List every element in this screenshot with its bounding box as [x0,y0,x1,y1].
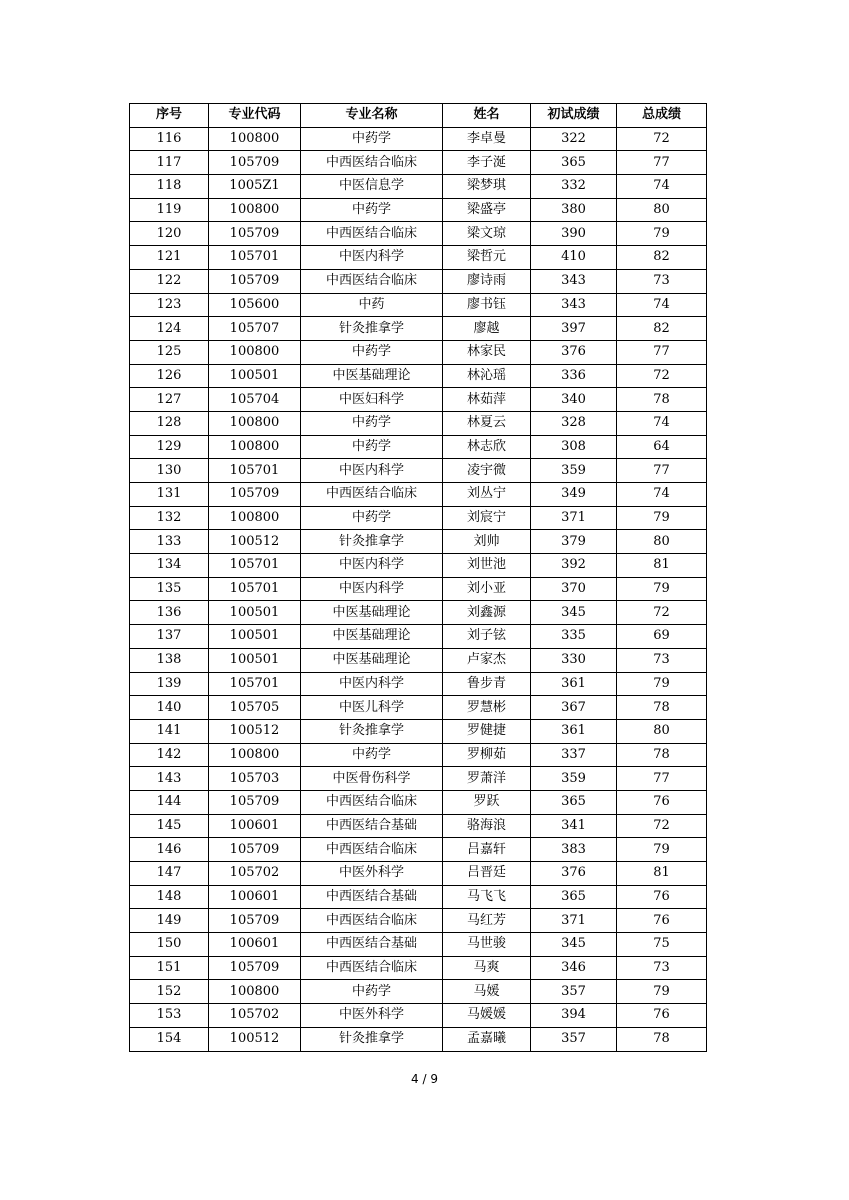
table-row [130,554,707,578]
header-major-code: 专业代码 [209,104,301,128]
cell-major-code: 100800 [209,743,301,767]
cell-index: 119 [130,198,209,222]
cell-initial-score: 371 [531,909,617,933]
cell-initial-score: 346 [531,956,617,980]
table-row [130,933,707,957]
cell-index: 148 [130,885,209,909]
cell-major-name: 中西医结合临床 [301,956,443,980]
cell-major-code: 100501 [209,601,301,625]
table-row [130,909,707,933]
cell-total-score: 81 [617,554,707,578]
cell-student-name: 吕嘉轩 [443,838,531,862]
table-row [130,411,707,435]
cell-index: 133 [130,530,209,554]
cell-initial-score: 365 [531,790,617,814]
cell-major-code: 100501 [209,648,301,672]
cell-index: 121 [130,246,209,270]
cell-total-score: 74 [617,483,707,507]
table-row [130,719,707,743]
cell-index: 130 [130,459,209,483]
header-major-name: 专业名称 [301,104,443,128]
table-row [130,790,707,814]
cell-initial-score: 308 [531,435,617,459]
cell-major-code: 105709 [209,151,301,175]
cell-initial-score: 341 [531,814,617,838]
cell-major-code: 105702 [209,1004,301,1028]
cell-major-code: 105701 [209,554,301,578]
cell-index: 126 [130,364,209,388]
table-row [130,956,707,980]
table-row [130,1004,707,1028]
cell-initial-score: 345 [531,933,617,957]
cell-major-name: 中医基础理论 [301,601,443,625]
cell-total-score: 79 [617,222,707,246]
cell-initial-score: 343 [531,293,617,317]
cell-student-name: 李卓曼 [443,127,531,151]
table-row [130,340,707,364]
cell-index: 118 [130,175,209,199]
cell-major-code: 100800 [209,411,301,435]
cell-initial-score: 380 [531,198,617,222]
cell-total-score: 82 [617,246,707,270]
cell-total-score: 80 [617,530,707,554]
cell-initial-score: 371 [531,506,617,530]
cell-major-name: 中药学 [301,435,443,459]
table-row [130,743,707,767]
page-number: 4 / 9 [411,1072,438,1086]
cell-major-name: 中医外科学 [301,1004,443,1028]
cell-student-name: 罗萧洋 [443,767,531,791]
cell-major-code: 100501 [209,364,301,388]
table-row [130,388,707,412]
header-initial-score: 初试成绩 [531,104,617,128]
cell-total-score: 64 [617,435,707,459]
cell-total-score: 73 [617,648,707,672]
cell-major-code: 105704 [209,388,301,412]
cell-major-name: 针灸推拿学 [301,719,443,743]
cell-index: 129 [130,435,209,459]
cell-index: 154 [130,1027,209,1051]
cell-student-name: 卢家杰 [443,648,531,672]
cell-initial-score: 343 [531,269,617,293]
cell-major-name: 中医基础理论 [301,364,443,388]
cell-index: 147 [130,862,209,886]
cell-index: 134 [130,554,209,578]
cell-initial-score: 392 [531,554,617,578]
cell-total-score: 77 [617,459,707,483]
cell-total-score: 76 [617,909,707,933]
cell-major-name: 中医内科学 [301,554,443,578]
cell-total-score: 80 [617,719,707,743]
table-row [130,269,707,293]
cell-major-name: 中医内科学 [301,672,443,696]
cell-major-name: 中药学 [301,980,443,1004]
cell-student-name: 马世骏 [443,933,531,957]
table-row [130,127,707,151]
cell-initial-score: 379 [531,530,617,554]
cell-major-code: 105709 [209,909,301,933]
table-row [130,506,707,530]
cell-total-score: 79 [617,577,707,601]
cell-index: 149 [130,909,209,933]
cell-student-name: 梁文琼 [443,222,531,246]
cell-major-code: 105709 [209,838,301,862]
cell-major-code: 105709 [209,483,301,507]
cell-index: 135 [130,577,209,601]
cell-total-score: 72 [617,601,707,625]
cell-initial-score: 367 [531,696,617,720]
cell-student-name: 林夏云 [443,411,531,435]
cell-student-name: 刘宸宁 [443,506,531,530]
cell-major-name: 针灸推拿学 [301,317,443,341]
cell-index: 146 [130,838,209,862]
table-header-row [130,104,707,128]
cell-major-code: 105705 [209,696,301,720]
cell-total-score: 73 [617,956,707,980]
cell-major-code: 105709 [209,790,301,814]
cell-initial-score: 394 [531,1004,617,1028]
cell-major-code: 105701 [209,577,301,601]
cell-total-score: 79 [617,672,707,696]
cell-index: 152 [130,980,209,1004]
table-row [130,862,707,886]
cell-major-name: 中药学 [301,506,443,530]
table-row [130,435,707,459]
cell-index: 150 [130,933,209,957]
cell-initial-score: 345 [531,601,617,625]
table-row [130,577,707,601]
cell-total-score: 75 [617,933,707,957]
cell-major-code: 100800 [209,198,301,222]
cell-major-name: 针灸推拿学 [301,530,443,554]
cell-initial-score: 361 [531,719,617,743]
cell-major-name: 中医内科学 [301,577,443,601]
cell-initial-score: 390 [531,222,617,246]
cell-student-name: 马媛媛 [443,1004,531,1028]
cell-index: 140 [130,696,209,720]
cell-major-code: 105702 [209,862,301,886]
cell-index: 136 [130,601,209,625]
cell-total-score: 81 [617,862,707,886]
cell-major-name: 中西医结合临床 [301,838,443,862]
table-row [130,364,707,388]
table-row [130,838,707,862]
cell-major-name: 中医妇科学 [301,388,443,412]
cell-major-code: 105701 [209,672,301,696]
cell-index: 151 [130,956,209,980]
cell-index: 128 [130,411,209,435]
cell-student-name: 刘帅 [443,530,531,554]
cell-student-name: 刘鑫源 [443,601,531,625]
table-row [130,151,707,175]
cell-major-name: 中药学 [301,743,443,767]
table-row [130,885,707,909]
cell-student-name: 鲁步青 [443,672,531,696]
cell-major-code: 105709 [209,956,301,980]
table-row [130,601,707,625]
cell-initial-score: 349 [531,483,617,507]
cell-student-name: 罗健捷 [443,719,531,743]
cell-index: 141 [130,719,209,743]
cell-major-code: 100800 [209,980,301,1004]
table-row [130,696,707,720]
cell-total-score: 79 [617,980,707,1004]
cell-major-name: 中药学 [301,198,443,222]
table-row [130,317,707,341]
table-row [130,980,707,1004]
cell-student-name: 吕晋廷 [443,862,531,886]
cell-index: 117 [130,151,209,175]
cell-total-score: 76 [617,885,707,909]
cell-major-code: 105709 [209,269,301,293]
cell-student-name: 罗慧彬 [443,696,531,720]
cell-major-name: 中医外科学 [301,862,443,886]
cell-student-name: 林沁瑶 [443,364,531,388]
cell-initial-score: 376 [531,862,617,886]
cell-initial-score: 332 [531,175,617,199]
cell-total-score: 72 [617,814,707,838]
table-row [130,625,707,649]
table-row [130,246,707,270]
cell-major-name: 中医基础理论 [301,648,443,672]
cell-major-name: 中西医结合临床 [301,269,443,293]
cell-total-score: 74 [617,293,707,317]
cell-major-code: 100601 [209,885,301,909]
cell-major-code: 100800 [209,435,301,459]
table-row [130,198,707,222]
cell-major-code: 105707 [209,317,301,341]
cell-major-name: 中药学 [301,411,443,435]
cell-student-name: 马红芳 [443,909,531,933]
cell-student-name: 马飞飞 [443,885,531,909]
cell-total-score: 77 [617,767,707,791]
cell-total-score: 78 [617,696,707,720]
header-total-score: 总成绩 [617,104,707,128]
cell-initial-score: 376 [531,340,617,364]
cell-major-code: 100800 [209,340,301,364]
cell-major-name: 中医内科学 [301,459,443,483]
cell-initial-score: 336 [531,364,617,388]
cell-major-name: 中医基础理论 [301,625,443,649]
cell-major-code: 105701 [209,459,301,483]
cell-student-name: 孟嘉曦 [443,1027,531,1051]
cell-index: 124 [130,317,209,341]
cell-total-score: 69 [617,625,707,649]
cell-initial-score: 370 [531,577,617,601]
cell-major-name: 中药 [301,293,443,317]
cell-major-name: 针灸推拿学 [301,1027,443,1051]
cell-initial-score: 340 [531,388,617,412]
cell-initial-score: 359 [531,767,617,791]
cell-index: 127 [130,388,209,412]
cell-index: 137 [130,625,209,649]
cell-major-code: 100601 [209,814,301,838]
cell-major-name: 中药学 [301,127,443,151]
cell-student-name: 廖书钰 [443,293,531,317]
cell-student-name: 廖越 [443,317,531,341]
cell-major-code: 105703 [209,767,301,791]
cell-total-score: 78 [617,743,707,767]
table-row [130,1027,707,1051]
cell-initial-score: 357 [531,1027,617,1051]
cell-major-name: 中西医结合临床 [301,790,443,814]
header-index: 序号 [130,104,209,128]
cell-total-score: 74 [617,411,707,435]
cell-student-name: 骆海浪 [443,814,531,838]
cell-major-name: 中西医结合基础 [301,933,443,957]
cell-initial-score: 397 [531,317,617,341]
cell-major-code: 1005Z1 [209,175,301,199]
cell-total-score: 77 [617,340,707,364]
cell-major-name: 中医内科学 [301,246,443,270]
cell-major-code: 100512 [209,719,301,743]
table-body [130,127,707,1051]
cell-index: 143 [130,767,209,791]
cell-total-score: 79 [617,838,707,862]
cell-student-name: 梁盛亭 [443,198,531,222]
score-table [129,103,707,1052]
table-row [130,459,707,483]
cell-major-name: 中医信息学 [301,175,443,199]
cell-student-name: 马爽 [443,956,531,980]
table-row [130,648,707,672]
cell-major-name: 中药学 [301,340,443,364]
cell-student-name: 罗跃 [443,790,531,814]
table-row [130,222,707,246]
cell-major-name: 中西医结合临床 [301,151,443,175]
cell-initial-score: 359 [531,459,617,483]
cell-major-code: 100512 [209,1027,301,1051]
cell-initial-score: 328 [531,411,617,435]
cell-index: 120 [130,222,209,246]
cell-major-code: 100800 [209,127,301,151]
cell-student-name: 凌宇微 [443,459,531,483]
cell-major-name: 中西医结合临床 [301,909,443,933]
table-row [130,530,707,554]
cell-student-name: 李子涎 [443,151,531,175]
cell-index: 144 [130,790,209,814]
cell-student-name: 梁梦琪 [443,175,531,199]
cell-index: 131 [130,483,209,507]
header-student-name: 姓名 [443,104,531,128]
cell-total-score: 73 [617,269,707,293]
table-row [130,672,707,696]
cell-index: 153 [130,1004,209,1028]
cell-major-name: 中西医结合基础 [301,814,443,838]
cell-major-code: 100501 [209,625,301,649]
cell-initial-score: 410 [531,246,617,270]
cell-student-name: 刘小亚 [443,577,531,601]
cell-index: 123 [130,293,209,317]
cell-initial-score: 335 [531,625,617,649]
cell-index: 122 [130,269,209,293]
cell-major-name: 中西医结合临床 [301,222,443,246]
cell-initial-score: 365 [531,885,617,909]
cell-index: 132 [130,506,209,530]
cell-major-name: 中西医结合基础 [301,885,443,909]
cell-index: 138 [130,648,209,672]
cell-initial-score: 383 [531,838,617,862]
cell-student-name: 刘子铉 [443,625,531,649]
cell-index: 142 [130,743,209,767]
table-row [130,175,707,199]
cell-student-name: 廖诗雨 [443,269,531,293]
table-row [130,814,707,838]
table-row [130,767,707,791]
cell-index: 125 [130,340,209,364]
cell-student-name: 林家民 [443,340,531,364]
cell-student-name: 林茹萍 [443,388,531,412]
cell-major-name: 中医儿科学 [301,696,443,720]
cell-major-code: 100601 [209,933,301,957]
cell-total-score: 72 [617,127,707,151]
cell-total-score: 80 [617,198,707,222]
cell-index: 139 [130,672,209,696]
cell-student-name: 刘世池 [443,554,531,578]
cell-total-score: 78 [617,1027,707,1051]
cell-major-code: 100512 [209,530,301,554]
cell-total-score: 77 [617,151,707,175]
cell-total-score: 76 [617,790,707,814]
cell-major-name: 中医骨伤科学 [301,767,443,791]
cell-total-score: 72 [617,364,707,388]
cell-initial-score: 337 [531,743,617,767]
cell-major-code: 100800 [209,506,301,530]
cell-index: 116 [130,127,209,151]
cell-initial-score: 365 [531,151,617,175]
cell-total-score: 82 [617,317,707,341]
cell-total-score: 78 [617,388,707,412]
cell-major-code: 105709 [209,222,301,246]
cell-major-name: 中西医结合临床 [301,483,443,507]
cell-initial-score: 361 [531,672,617,696]
cell-student-name: 梁哲元 [443,246,531,270]
cell-major-code: 105600 [209,293,301,317]
cell-total-score: 74 [617,175,707,199]
cell-total-score: 79 [617,506,707,530]
cell-student-name: 马媛 [443,980,531,1004]
cell-student-name: 罗柳茹 [443,743,531,767]
cell-initial-score: 357 [531,980,617,1004]
table-row [130,483,707,507]
table-row [130,293,707,317]
cell-index: 145 [130,814,209,838]
cell-initial-score: 330 [531,648,617,672]
cell-major-code: 105701 [209,246,301,270]
cell-initial-score: 322 [531,127,617,151]
cell-student-name: 刘丛宁 [443,483,531,507]
cell-student-name: 林志欣 [443,435,531,459]
cell-total-score: 76 [617,1004,707,1028]
